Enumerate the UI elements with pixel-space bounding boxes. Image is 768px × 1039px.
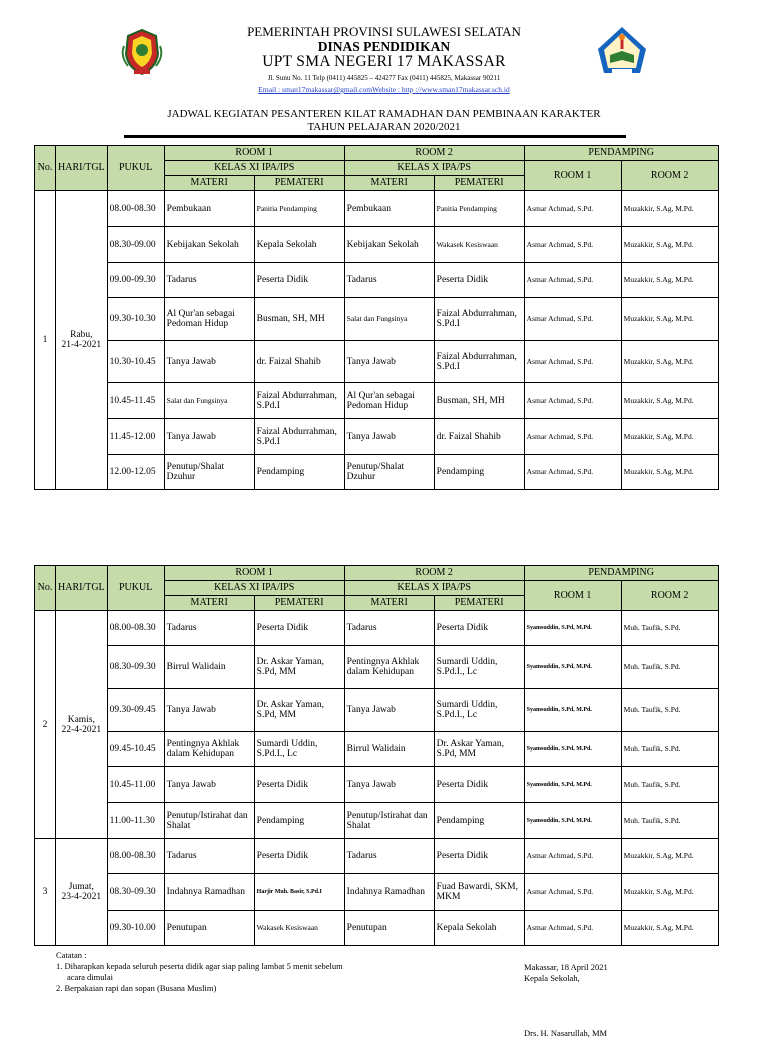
speaker-cell: Panitia Pendamping bbox=[254, 191, 344, 227]
col-day-date: HARI/TGL bbox=[56, 146, 108, 191]
time-cell: 09.30-10.00 bbox=[107, 911, 164, 946]
table-row bbox=[35, 646, 719, 689]
col-room1: ROOM 1 bbox=[164, 146, 344, 161]
companion-cell: Syamsuddin, S.Pd, M.Pd. bbox=[524, 646, 621, 689]
day-date-cell bbox=[56, 839, 108, 946]
material-cell: Pentingnya Akhlak dalam Kehidupan bbox=[164, 732, 254, 767]
companion-cell: Asmar Achmad, S.Pd. bbox=[524, 227, 621, 263]
material-cell: Tanya Jawab bbox=[344, 767, 434, 803]
material-cell: Pembukaan bbox=[164, 191, 254, 227]
speaker-cell: Peserta Didik bbox=[254, 263, 344, 298]
speaker-cell: Pendamping bbox=[434, 455, 524, 490]
table-row bbox=[35, 341, 719, 383]
title-underline bbox=[124, 135, 626, 138]
companion-cell: Muh. Taufik, S.Pd. bbox=[621, 689, 718, 732]
companion-cell: Asmar Achmad, S.Pd. bbox=[524, 298, 621, 341]
time-cell: 08.00-08.30 bbox=[107, 611, 164, 646]
companion-cell: Muzakkir, S.Ag, M.Pd. bbox=[621, 383, 718, 419]
companion-cell: Muzakkir, S.Ag, M.Pd. bbox=[621, 455, 718, 490]
col-speaker: PEMATERI bbox=[434, 596, 524, 611]
speaker-cell: Kepala Sekolah bbox=[434, 911, 524, 946]
companion-cell: Syamsuddin, S.Pd, M.Pd. bbox=[524, 767, 621, 803]
speaker-cell: Faizal Abdurrahman, S.Pd.I bbox=[254, 383, 344, 419]
class-x: KELAS X IPA/PS bbox=[344, 581, 524, 596]
col-speaker: PEMATERI bbox=[254, 176, 344, 191]
time-cell: 12.00-12.05 bbox=[107, 455, 164, 490]
material-cell: Salat dan Fungsinya bbox=[344, 298, 434, 341]
letterhead bbox=[0, 0, 768, 145]
material-cell: Penutupan bbox=[344, 911, 434, 946]
companion-cell: Muzakkir, S.Ag, M.Pd. bbox=[621, 341, 718, 383]
col-no: No. bbox=[35, 146, 56, 191]
table-row bbox=[35, 383, 719, 419]
companion-cell: Asmar Achmad, S.Pd. bbox=[524, 419, 621, 455]
day-name: Kamis, bbox=[67, 714, 95, 725]
material-cell: Penutup/Shalat Dzuhur bbox=[164, 455, 254, 490]
speaker-cell: Wakasek Kesiswaan bbox=[254, 911, 344, 946]
companion-cell: Muzakkir, S.Ag, M.Pd. bbox=[621, 298, 718, 341]
table-row bbox=[35, 227, 719, 263]
material-cell: Tadarus bbox=[164, 839, 254, 874]
speaker-cell: Sumardi Uddin, S.Pd.I., Lc bbox=[434, 646, 524, 689]
material-cell: Tanya Jawab bbox=[164, 341, 254, 383]
signer-role: Kepala Sekolah, bbox=[524, 973, 580, 983]
speaker-cell: Peserta Didik bbox=[434, 839, 524, 874]
row-number: 1 bbox=[35, 191, 56, 490]
companion-cell: Syamsuddin, S.Pd, M.Pd. bbox=[524, 803, 621, 839]
contact-link[interactable]: Email : sman17makassar@gmail.comWebsite : http ://www.sman17makassar.sch.id bbox=[258, 85, 510, 94]
material-cell: Al Qur'an sebagai Pedoman Hidup bbox=[164, 298, 254, 341]
speaker-cell: Faizal Abdurrahman, S.Pd.I bbox=[434, 341, 524, 383]
table-row bbox=[35, 298, 719, 341]
material-cell: Tadarus bbox=[164, 611, 254, 646]
col-material: MATERI bbox=[164, 176, 254, 191]
companion-cell: Asmar Achmad, S.Pd. bbox=[524, 455, 621, 490]
speaker-cell: Busman, SH, MH bbox=[434, 383, 524, 419]
class-xi: KELAS XI IPA/IPS bbox=[164, 581, 344, 596]
speaker-cell: Kepala Sekolah bbox=[254, 227, 344, 263]
col-companion: PENDAMPING bbox=[524, 566, 718, 581]
department-name: DINAS PENDIDIKAN bbox=[317, 39, 451, 54]
schedule-table-day2-3 bbox=[34, 565, 719, 946]
companion-cell: Asmar Achmad, S.Pd. bbox=[524, 874, 621, 911]
speaker-cell: Peserta Didik bbox=[254, 839, 344, 874]
table-row bbox=[35, 911, 719, 946]
government-name: PEMERINTAH PROVINSI SULAWESI SELATAN bbox=[247, 24, 521, 39]
speaker-cell: Peserta Didik bbox=[434, 263, 524, 298]
time-cell: 09.30-10.30 bbox=[107, 298, 164, 341]
place-date: Makassar, 18 April 2021 bbox=[524, 962, 608, 972]
col-day-date: HARI/TGL bbox=[56, 566, 108, 611]
material-cell: Indahnya Ramadhan bbox=[164, 874, 254, 911]
class-x: KELAS X IPA/PS bbox=[344, 161, 524, 176]
table-row bbox=[35, 732, 719, 767]
school-address: Jl. Sunu No. 11 Telp (0411) 445825 – 424277 Fax (0411) 445825, Makassar 90211 bbox=[267, 74, 501, 82]
time-cell: 09.45-10.45 bbox=[107, 732, 164, 767]
table-row bbox=[35, 263, 719, 298]
material-cell: Penutup/Istirahat dan Shalat bbox=[164, 803, 254, 839]
col-material: MATERI bbox=[344, 176, 434, 191]
companion-room2: ROOM 2 bbox=[621, 161, 718, 191]
companion-cell: Muh. Taufik, S.Pd. bbox=[621, 732, 718, 767]
day-date-cell bbox=[56, 611, 108, 839]
class-xi: KELAS XI IPA/IPS bbox=[164, 161, 344, 176]
academic-year: TAHUN PELAJARAN 2020/2021 bbox=[307, 121, 461, 133]
date: 23-4-2021 bbox=[61, 892, 102, 902]
document-title: JADWAL KEGIATAN PESANTEREN KILAT RAMADHAN DAN PEMBINAAN KARAKTER bbox=[167, 108, 601, 120]
table-row bbox=[35, 803, 719, 839]
time-cell: 08.00-08.30 bbox=[107, 191, 164, 227]
companion-cell: Asmar Achmad, S.Pd. bbox=[524, 911, 621, 946]
speaker-cell: Pendamping bbox=[254, 803, 344, 839]
col-material: MATERI bbox=[344, 596, 434, 611]
material-cell: Pentingnya Akhlak dalam Kehidupan bbox=[344, 646, 434, 689]
companion-cell: Muh. Taufik, S.Pd. bbox=[621, 767, 718, 803]
material-cell: Tanya Jawab bbox=[344, 689, 434, 732]
time-cell: 10.45-11.45 bbox=[107, 383, 164, 419]
table-row bbox=[35, 839, 719, 874]
time-cell: 10.45-11.00 bbox=[107, 767, 164, 803]
material-cell: Kebijakan Sekolah bbox=[344, 227, 434, 263]
material-cell: Penutup/Istirahat dan Shalat bbox=[344, 803, 434, 839]
col-room2: ROOM 2 bbox=[344, 566, 524, 581]
material-cell: Tadarus bbox=[344, 611, 434, 646]
note-item: 2. Berpakaian rapi dan sopan (Busana Muslim) bbox=[56, 983, 217, 993]
material-cell: Tadarus bbox=[164, 263, 254, 298]
table-row bbox=[35, 767, 719, 803]
companion-room2: ROOM 2 bbox=[621, 581, 718, 611]
time-cell: 11.45-12.00 bbox=[107, 419, 164, 455]
speaker-cell: Pendamping bbox=[254, 455, 344, 490]
material-cell: Tanya Jawab bbox=[344, 341, 434, 383]
table-row bbox=[35, 419, 719, 455]
col-room2: ROOM 2 bbox=[344, 146, 524, 161]
companion-cell: Syamsuddin, S.Pd, M.Pd. bbox=[524, 732, 621, 767]
speaker-cell: Faizal Abdurrahman, S.Pd.I bbox=[434, 298, 524, 341]
school-name: UPT SMA NEGERI 17 MAKASSAR bbox=[262, 53, 506, 70]
table-row bbox=[35, 611, 719, 646]
time-cell: 08.30-09.00 bbox=[107, 227, 164, 263]
speaker-cell: Faizal Abdurrahman, S.Pd.I bbox=[254, 419, 344, 455]
speaker-cell: Wakasek Kesiswaan bbox=[434, 227, 524, 263]
note-item-continued: acara dimulai bbox=[67, 972, 114, 982]
companion-room1: ROOM 1 bbox=[524, 161, 621, 191]
table-row bbox=[35, 874, 719, 911]
col-companion: PENDAMPING bbox=[524, 146, 718, 161]
speaker-cell: Sumardi Uddin, S.Pd.I., Lc bbox=[434, 689, 524, 732]
material-cell: Tanya Jawab bbox=[164, 689, 254, 732]
speaker-cell: Peserta Didik bbox=[434, 611, 524, 646]
companion-cell: Asmar Achmad, S.Pd. bbox=[524, 341, 621, 383]
time-cell: 09.00-09.30 bbox=[107, 263, 164, 298]
companion-cell: Asmar Achmad, S.Pd. bbox=[524, 383, 621, 419]
note-item: 1. Diharapkan kepada seluruh peserta didik agar siap paling lambat 5 menit sebelum bbox=[56, 961, 343, 971]
col-no: No. bbox=[35, 566, 56, 611]
table-row bbox=[35, 191, 719, 227]
row-number: 2 bbox=[35, 611, 56, 839]
speaker-cell: Sumardi Uddin, S.Pd.I., Lc bbox=[254, 732, 344, 767]
material-cell: Penutupan bbox=[164, 911, 254, 946]
table-row bbox=[35, 689, 719, 732]
time-cell: 08.30-09.30 bbox=[107, 874, 164, 911]
material-cell: Tadarus bbox=[344, 263, 434, 298]
signature-block bbox=[524, 962, 608, 1039]
speaker-cell: Dr. Askar Yaman, S.Pd, MM bbox=[254, 646, 344, 689]
material-cell: Al Qur'an sebagai Pedoman Hidup bbox=[344, 383, 434, 419]
notes bbox=[56, 950, 343, 994]
date: 22-4-2021 bbox=[61, 724, 102, 735]
day-name: Jumat, bbox=[68, 882, 94, 892]
day-date-cell bbox=[56, 191, 108, 490]
companion-cell: Asmar Achmad, S.Pd. bbox=[524, 191, 621, 227]
companion-cell: Muzakkir, S.Ag, M.Pd. bbox=[621, 419, 718, 455]
material-cell: Kebijakan Sekolah bbox=[164, 227, 254, 263]
speaker-cell: Pendamping bbox=[434, 803, 524, 839]
companion-cell: Syamsuddin, S.Pd, M.Pd. bbox=[524, 689, 621, 732]
companion-cell: Asmar Achmad, S.Pd. bbox=[524, 839, 621, 874]
speaker-cell: dr. Faizal Shahib bbox=[254, 341, 344, 383]
speaker-cell: Peserta Didik bbox=[434, 767, 524, 803]
time-cell: 10.30-10.45 bbox=[107, 341, 164, 383]
companion-cell: Asmar Achmad, S.Pd. bbox=[524, 263, 621, 298]
speaker-cell: Peserta Didik bbox=[254, 767, 344, 803]
speaker-cell: dr. Faizal Shahib bbox=[434, 419, 524, 455]
companion-cell: Muh. Taufik, S.Pd. bbox=[621, 803, 718, 839]
companion-cell: Muzakkir, S.Ag, M.Pd. bbox=[621, 839, 718, 874]
companion-cell: Muh. Taufik, S.Pd. bbox=[621, 611, 718, 646]
speaker-cell: Dr. Askar Yaman, S.Pd, MM bbox=[254, 689, 344, 732]
time-cell: 08.00-08.30 bbox=[107, 839, 164, 874]
day-name: Rabu, bbox=[70, 330, 93, 340]
col-room1: ROOM 1 bbox=[164, 566, 344, 581]
material-cell: Birrul Walidain bbox=[344, 732, 434, 767]
material-cell: Penutup/Shalat Dzuhur bbox=[344, 455, 434, 490]
material-cell: Birrul Walidain bbox=[164, 646, 254, 689]
time-cell: 09.30-09.45 bbox=[107, 689, 164, 732]
material-cell: Tanya Jawab bbox=[164, 419, 254, 455]
time-cell: 08.30-09.30 bbox=[107, 646, 164, 689]
material-cell: Pembukaan bbox=[344, 191, 434, 227]
material-cell: Tadarus bbox=[344, 839, 434, 874]
col-speaker: PEMATERI bbox=[254, 596, 344, 611]
time-cell: 11.00-11.30 bbox=[107, 803, 164, 839]
signer-name: Drs. H. Nasarullah, MM bbox=[524, 1028, 608, 1038]
companion-cell: Muh. Taufik, S.Pd. bbox=[621, 646, 718, 689]
material-cell: Salat dan Fungsinya bbox=[164, 383, 254, 419]
speaker-cell: Panitia Pendamping bbox=[434, 191, 524, 227]
col-time: PUKUL bbox=[107, 566, 164, 611]
notes-heading: Catatan : bbox=[56, 950, 87, 960]
table-row bbox=[35, 455, 719, 490]
companion-cell: Syamsuddin, S.Pd, M.Pd. bbox=[524, 611, 621, 646]
material-cell: Tanya Jawab bbox=[344, 419, 434, 455]
companion-room1: ROOM 1 bbox=[524, 581, 621, 611]
row-number: 3 bbox=[35, 839, 56, 946]
companion-cell: Muzakkir, S.Ag, M.Pd. bbox=[621, 227, 718, 263]
schedule-table-day1 bbox=[34, 145, 719, 490]
material-cell: Indahnya Ramadhan bbox=[344, 874, 434, 911]
col-material: MATERI bbox=[164, 596, 254, 611]
speaker-cell: Peserta Didik bbox=[254, 611, 344, 646]
col-time: PUKUL bbox=[107, 146, 164, 191]
col-speaker: PEMATERI bbox=[434, 176, 524, 191]
speaker-cell: Busman, SH, MH bbox=[254, 298, 344, 341]
companion-cell: Muzakkir, S.Ag, M.Pd. bbox=[621, 911, 718, 946]
speaker-cell: Harjir Muh. Basir, S.Pd.I bbox=[254, 874, 344, 911]
date: 21-4-2021 bbox=[61, 340, 102, 350]
speaker-cell: Dr. Askar Yaman, S.Pd, MM bbox=[434, 732, 524, 767]
companion-cell: Muzakkir, S.Ag, M.Pd. bbox=[621, 191, 718, 227]
companion-cell: Muzakkir, S.Ag, M.Pd. bbox=[621, 874, 718, 911]
speaker-cell: Fuad Bawardi, SKM, MKM bbox=[434, 874, 524, 911]
material-cell: Tanya Jawab bbox=[164, 767, 254, 803]
companion-cell: Muzakkir, S.Ag, M.Pd. bbox=[621, 263, 718, 298]
